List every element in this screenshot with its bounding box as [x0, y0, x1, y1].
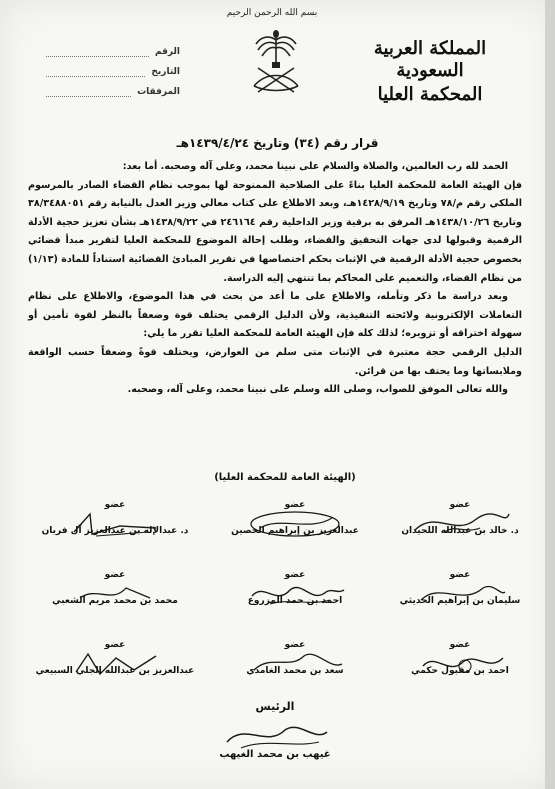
signature-icon: [405, 576, 515, 610]
signature-icon: [60, 506, 170, 540]
paragraph-conclusion: والله تعالى الموفق للصواب، وصلى الله وسلم على نبينا محمد، وعلى آله، وصحبه.: [127, 384, 508, 396]
member-signature-block: [215, 500, 375, 536]
decision-body: [28, 158, 522, 400]
signature-icon: [215, 718, 335, 752]
signature-icon: [240, 646, 350, 680]
decision-title: قرار رقم (٣٤) وتاريخ ١٤٣٩/٤/٢٤هـ: [176, 136, 379, 150]
member-name: د. عبدالإله بن عبدالعزيز آل فريان: [41, 526, 189, 536]
signature-icon: [405, 506, 515, 540]
field-line: [46, 48, 149, 57]
member-label: عضو: [449, 500, 471, 510]
field-line: [46, 68, 145, 77]
member-name: عبدالعزيز بن عبدالله الجلي السبيعي: [35, 666, 195, 676]
member-name: سليمان بن إبراهيم الحديثي: [399, 596, 521, 606]
field-date: [40, 62, 180, 82]
paragraph-opening: الحمد لله رب العالمين، والصلاة والسلام على نبينا محمد، وعلى آله وصحبه. أما بعد:: [122, 161, 508, 172]
basmala: بسم الله الرحمن الرحيم: [226, 8, 318, 18]
member-name: عبدالعزيز بن إبراهيم الحصين: [231, 526, 359, 536]
issuing-body: (الهيئة العامة للمحكمة العليا): [214, 472, 356, 483]
member-signature-block: [215, 570, 375, 606]
member-signature-block: [35, 570, 195, 606]
signature-icon: [60, 646, 170, 680]
member-signature-block: [380, 640, 540, 676]
member-label: عضو: [284, 570, 306, 580]
member-name: د. خالد بن عبدالله اللحيدان: [401, 526, 519, 536]
member-signature-block: [35, 640, 195, 676]
chair-label: الرئيس: [255, 700, 295, 713]
field-attachments: [40, 82, 180, 102]
signature-icon: [240, 576, 350, 610]
field-line: [46, 88, 131, 97]
member-name: سعد بن محمد الغامدي: [246, 666, 344, 676]
member-label: عضو: [449, 640, 471, 650]
member-name: احمد بن مقبول حكمي: [411, 666, 509, 676]
member-name: محمد بن محمد مريم الشعبي: [52, 596, 178, 606]
member-label: عضو: [104, 500, 126, 510]
field-date-label: التاريخ: [151, 67, 180, 77]
member-label: عضو: [104, 570, 126, 580]
signature-icon: [240, 506, 350, 540]
page-edge: [545, 0, 555, 789]
letterhead-fields: [40, 42, 180, 102]
member-label: عضو: [284, 640, 306, 650]
court-name: المحكمة العليا: [377, 84, 483, 105]
signature-icon: [60, 576, 170, 610]
field-attachments-label: المرفقات: [137, 87, 180, 97]
field-number: [40, 42, 180, 62]
member-name: احمد بن حمد المزروع: [247, 596, 343, 606]
chair-name: غيهب بن محمد الغيهب: [219, 749, 331, 760]
kingdom-name: المملكة العربية السعودية: [373, 38, 487, 81]
letterhead-right: [355, 38, 505, 106]
chair-signature-block: [195, 700, 355, 760]
field-number-label: الرقم: [154, 47, 180, 57]
signature-icon: [405, 646, 515, 680]
paragraph-ruling: الدليل الرقمي حجة معتبرة في الإثبات متى سلم من العوارض، ويختلف قوةً وضعفاً حسب الواقعة وملابساتها وما يحتف بها من قرائن.: [28, 346, 522, 377]
member-signature-block: [35, 500, 195, 536]
member-label: عضو: [284, 500, 306, 510]
member-signature-block: [380, 570, 540, 606]
paragraph-preamble: فإن الهيئة العامة للمحكمة العليا بناءً على الصلاحية الممنوحة لها بموجب نظام القضاء الصادر بالمرسوم الملكي رقم م/٧٨ وتاريخ ١٤٢٨/٩/١٩هـ، وبعد الاطلاع على كتاب معالي وزير العدل بالنيابة رقم ٣٨/٣٤٨٨٠٥١ وتاريخ ١٤٣٨/١٠/٢٦هـ المرفق به برقية وزير الداخلية رقم ٢٤٦١٦٤ في ١٤٣٨/٩/٢٢هـ بشأن تعزيز حجية الأدلة الرقمية وقبولها لدى جهات التحقيق والقضاء، وطلب إحالة الموضوع للمحكمة العليا لتقرير مبدأ قضائي بخصوص حجية الأدلة الرقمية في الإثبات بحكم اختصاصها في تقرير المبادئ القضائية استناداً للمادة (١/١٣) من نظام القضاء، والتعميم على المحاكم بما تنتهي إليه الدراسة.: [28, 179, 522, 284]
member-signature-block: [215, 640, 375, 676]
member-label: عضو: [104, 640, 126, 650]
member-signature-block: [380, 500, 540, 536]
paragraph-study: وبعد دراسة ما ذكر وتأمله، والاطلاع على ما أعد من بحث في هذا الموضوع، والاطلاع على نظام التعاملات الإلكترونية ولائحته التنفيذية، ولأن الدليل الرقمي يختلف قوة وضعفاً بالنظر لقوة تأمين أو سهولة اختراقه أو تزويره؛ لذلك كله فإن الهيئة العامة للمحكمة العليا تقرر ما يلي:: [28, 291, 522, 340]
saudi-emblem-icon: [246, 26, 306, 96]
member-label: عضو: [449, 570, 471, 580]
